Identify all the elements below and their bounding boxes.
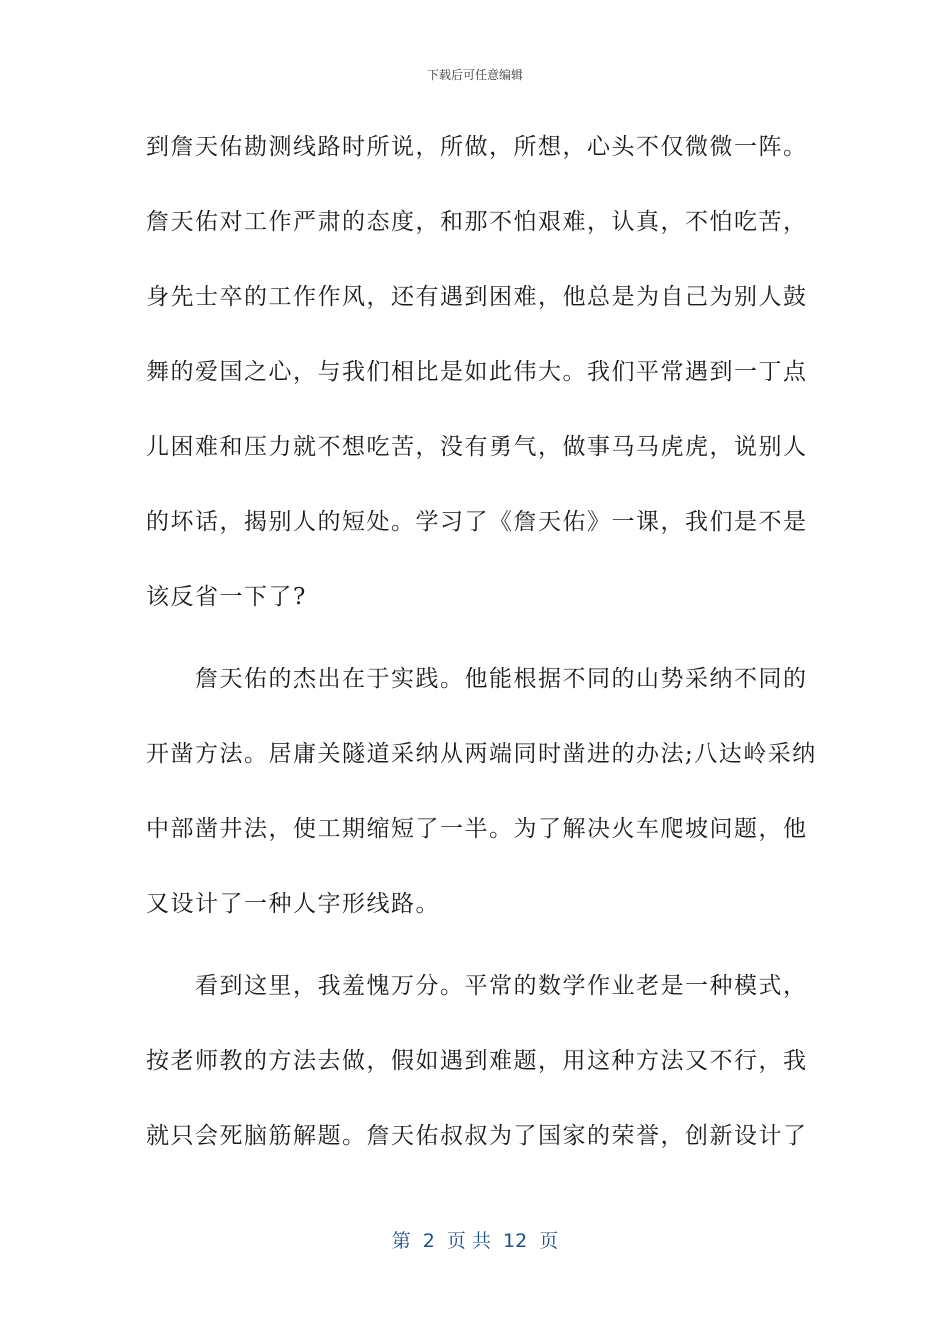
text-line: 詹天佑的杰出在于实践。他能根据不同的山势采纳不同的 [146, 666, 808, 692]
text-line: 的坏话，揭别人的短处。学习了《詹天佑》一课，我们是不是 [146, 509, 808, 535]
text-line: 开凿方法。居庸关隧道采纳从两端同时凿进的办法;八达岭采纳 [146, 741, 817, 767]
text-line: 舞的爱国之心，与我们相比是如此伟大。我们平常遇到一丁点 [146, 359, 808, 385]
text-line: 就只会死脑筋解题。詹天佑叔叔为了国家的荣誉，创新设计了 [146, 1123, 808, 1149]
text-line: 身先士卒的工作作风，还有遇到困难，他总是为自己为别人鼓 [146, 284, 808, 310]
text-line: 中部凿井法，使工期缩短了一半。为了解决火车爬坡问题，他 [146, 816, 808, 842]
text-line: 到詹天佑勘测线路时所说，所做，所想，心头不仅微微一阵。 [146, 134, 808, 160]
text-line: 按老师教的方法去做，假如遇到难题，用这种方法又不行，我 [146, 1048, 808, 1074]
text-line: 詹天佑对工作严肃的态度，和那不怕艰难，认真，不怕吃苦， [146, 209, 808, 235]
text-line: 又设计了一种人字形线路。 [146, 891, 440, 917]
page-footer: 第 2 页 共 12 页 [391, 1230, 559, 1252]
text-line: 该反省一下了? [146, 584, 307, 610]
page-header: 下载后可任意编辑 [426, 68, 523, 82]
document-body [146, 122, 826, 1186]
text-line: 看到这里，我羞愧万分。平常的数学作业老是一种模式， [146, 973, 808, 999]
text-line: 儿困难和压力就不想吃苦，没有勇气，做事马马虎虎，说别人 [146, 434, 808, 460]
